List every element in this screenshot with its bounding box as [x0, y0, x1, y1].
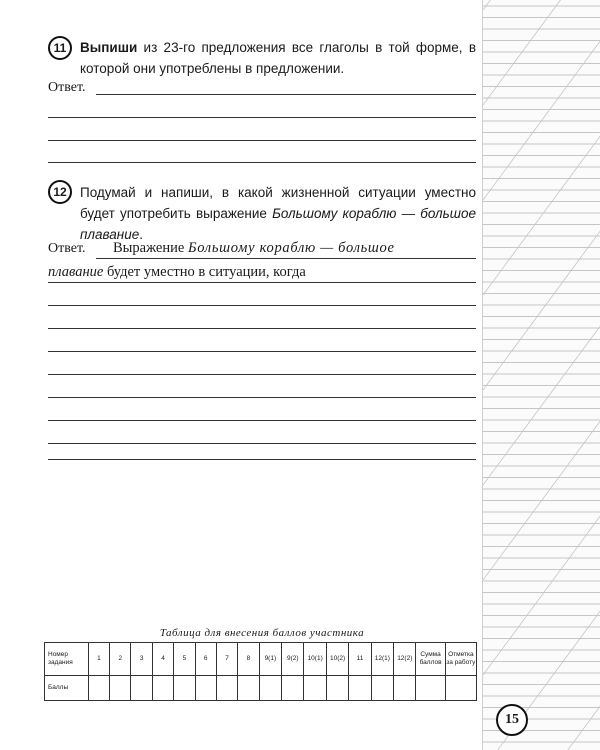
score-cell[interactable]: [349, 676, 371, 701]
score-column-header: 11: [349, 643, 371, 676]
task-number-header: Номер задания: [45, 643, 89, 676]
answer-plain-2: будет уместно в ситуации, когда: [103, 264, 306, 280]
task-11-bold-verb: Выпиши: [80, 40, 138, 55]
score-cell[interactable]: [174, 676, 195, 701]
score-table-points-row: [45, 676, 477, 701]
score-column-header: 4: [152, 643, 173, 676]
score-column-header: 10(1): [304, 643, 326, 676]
score-cell[interactable]: [131, 676, 152, 701]
sum-cell[interactable]: [416, 676, 445, 701]
points-header: Баллы: [45, 676, 89, 701]
task-12-answer-line[interactable]: [48, 351, 476, 352]
score-column-header: 9(2): [282, 643, 304, 676]
task-12-answer-text-2: [48, 264, 306, 281]
task-12-answer-line[interactable]: [48, 328, 476, 329]
page-number: 15: [496, 704, 528, 736]
score-table: [44, 642, 477, 701]
task-11-answer-line[interactable]: [48, 117, 476, 118]
score-table-caption: Таблица для внесения баллов участника: [159, 627, 365, 639]
task-12-answer-line[interactable]: [48, 459, 476, 460]
task-12-question: [80, 182, 476, 245]
task-12-answer-label: Ответ.: [48, 241, 86, 256]
score-column-header: 3: [131, 643, 152, 676]
score-cell[interactable]: [371, 676, 393, 701]
task-12-answer-text-1: [113, 240, 395, 257]
score-column-header: 9(1): [259, 643, 281, 676]
score-table-header-row: [45, 643, 477, 676]
task-12-text-end: .: [139, 227, 144, 242]
page-margin-strip: [482, 0, 600, 750]
score-cell[interactable]: [152, 676, 173, 701]
task-12-answer-line[interactable]: [48, 397, 476, 398]
score-column-header: 5: [174, 643, 195, 676]
score-cell[interactable]: [282, 676, 304, 701]
score-cell[interactable]: [195, 676, 216, 701]
score-cell[interactable]: [259, 676, 281, 701]
score-column-header: 7: [216, 643, 237, 676]
task-12-answer-line[interactable]: [48, 374, 476, 375]
task-12-answer-line[interactable]: [48, 282, 476, 283]
task-12-answer-line[interactable]: [48, 443, 476, 444]
task-12-answer-line[interactable]: [48, 305, 476, 306]
score-cell[interactable]: [304, 676, 326, 701]
answer-italic-1: Большому кораблю — большое: [187, 240, 395, 256]
task-11-answer-line[interactable]: [48, 162, 476, 163]
task-11-answer-line[interactable]: [96, 94, 476, 95]
task-12-answer-line[interactable]: [48, 420, 476, 421]
score-cell[interactable]: [110, 676, 131, 701]
score-column-header: 8: [238, 643, 259, 676]
score-cell[interactable]: [216, 676, 237, 701]
answer-italic-2: плавание: [48, 264, 104, 280]
task-11-answer-label: Ответ.: [48, 80, 86, 95]
score-cell[interactable]: [238, 676, 259, 701]
score-column-header: 1: [88, 643, 109, 676]
score-cell[interactable]: [394, 676, 416, 701]
task-12-phrase: Большому кораблю — большое плавание: [80, 206, 476, 242]
score-column-header: 12(1): [371, 643, 393, 676]
task-12-number: 12: [48, 180, 72, 204]
score-cell[interactable]: [88, 676, 109, 701]
task-11-number: 11: [48, 36, 72, 60]
task-12-answer-line[interactable]: [96, 258, 476, 259]
score-column-header: 12(2): [394, 643, 416, 676]
task-11-question: [80, 37, 476, 79]
task-11-answer-line[interactable]: [48, 140, 476, 141]
score-cell[interactable]: [326, 676, 348, 701]
margin-ruling: [483, 0, 600, 750]
score-column-header: 10(2): [326, 643, 348, 676]
task-11-text: из 23-го предложения все глаголы в той форме, в которой они употреблены в предложении.: [80, 40, 476, 76]
mark-cell[interactable]: [445, 676, 476, 701]
score-column-header: 6: [195, 643, 216, 676]
mark-header: Отметка за работу: [445, 643, 476, 676]
score-column-header: 2: [110, 643, 131, 676]
sum-header: Сумма баллов: [416, 643, 445, 676]
answer-plain-1: Выражение: [113, 240, 188, 256]
task-12-text: Подумай и напиши, в какой жизненной ситуации уместно будет употребить выражение: [80, 185, 476, 221]
